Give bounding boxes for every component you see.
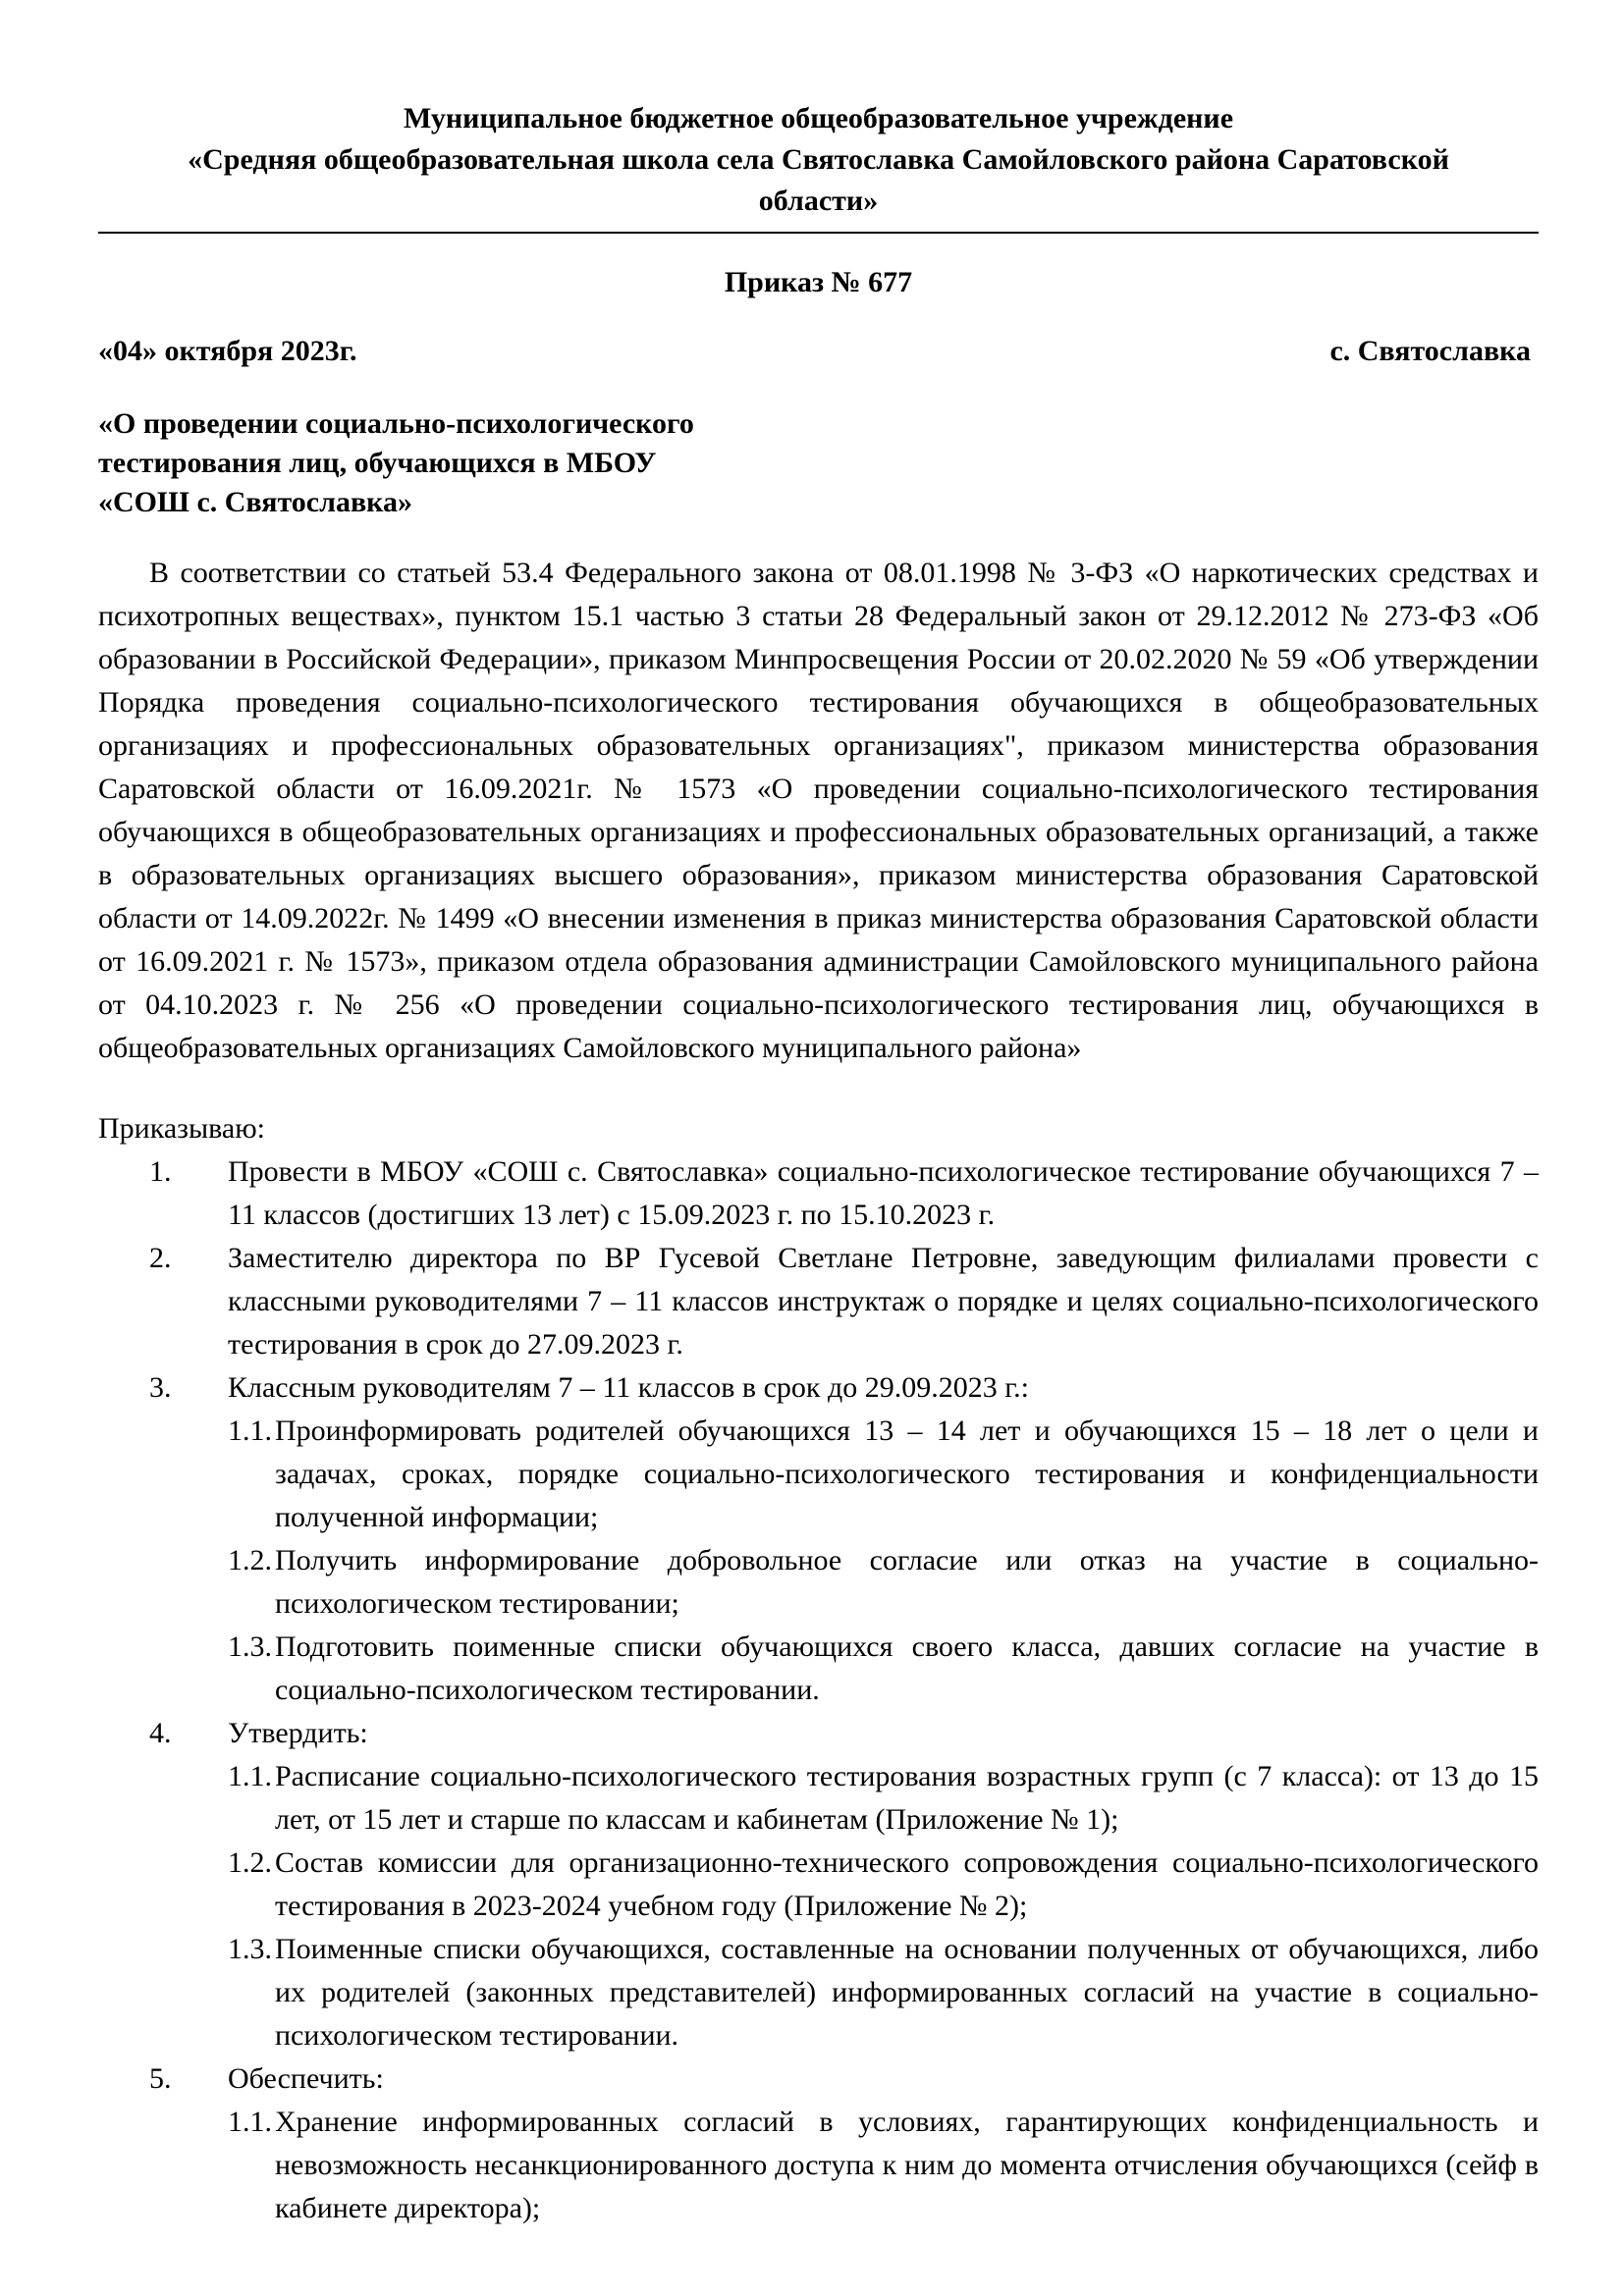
sub-item-text: Проинформировать родителей обучающихся 13 – 14 лет и обучающихся 15 – 18 лет о цели и задачах, сроках, порядке социально-психологического тестирования и конфиденциальности полученной информации; — [275, 1415, 1539, 1533]
institution-header — [98, 98, 1539, 222]
institution-line-3: области» — [758, 185, 879, 217]
item-text: Провести в МБОУ «СОШ с. Святославка» социально-психологическое тестирование обучающихся 7 – 11 классов (достигших 13 лет) с 15.09.2023 г. по 15.10.2023 г. — [228, 1155, 1539, 1231]
sub-item-number: 1.2. — [228, 1846, 272, 1879]
sub-item-text: Получить информирование добровольное согласие или отказ на участие в социально-психологическом тестировании; — [275, 1544, 1539, 1620]
subject-line-1: «О проведении социально-психологического — [98, 407, 694, 440]
list-item — [98, 1237, 1539, 1366]
sub-item — [98, 1410, 1539, 1539]
sub-item — [98, 1755, 1539, 1842]
item-text: Классным руководителям 7 – 11 классов в срок до 29.09.2023 г.: — [228, 1371, 1029, 1404]
sub-item-text: Расписание социально-психологического тестирования возрастных групп (с 7 класса): от 13 до 15 лет, от 15 лет и старше по классам и кабинетам (Приложение № 1); — [275, 1760, 1539, 1836]
list-item — [98, 1150, 1539, 1237]
sub-item-text: Состав комиссии для организационно-технического сопровождения социально-психологического тестирования в 2023-2024 учебном году (Приложение № 2); — [275, 1846, 1539, 1922]
list-item — [98, 2057, 1539, 2101]
item-text: Обеспечить: — [228, 2062, 384, 2095]
item-number: 1. — [149, 1155, 172, 1188]
header-divider — [98, 232, 1539, 234]
order-date: «04» октября 2023г. — [98, 335, 357, 367]
order-place: с. Святославка — [1329, 335, 1531, 367]
sub-item-number: 1.2. — [228, 1544, 272, 1576]
item-text: Заместителю директора по ВР Гусевой Светлане Петровне, заведующим филиалами провести с классными руководителями 7 – 11 классов инструктаж о порядке и целях социально-психологического тестирования в срок до 27.09.2023 г. — [228, 1242, 1539, 1361]
sub-item — [98, 2101, 1539, 2230]
sub-item — [98, 1626, 1539, 1712]
sub-item-number: 1.1. — [228, 1760, 272, 1792]
order-items-list — [98, 1150, 1539, 2230]
preamble-paragraph: В соответствии со статьей 53.4 Федерального закона от 08.01.1998 № 3-ФЗ «О наркотических средствах и психотропных веществах», пунктом 15.1 частью 3 статьи 28 Федеральный закон от 29.12.2012 № 273-ФЗ «Об образовании в Российской Федерации», приказом Минпросвещения России от 20.02.2020 № 59 «Об утверждении Порядка проведения социально-психологического тестирования обучающихся в общеобразовательных организациях и профессиональных образовательных организациях", приказом министерства образования Саратовской области от 16.09.2021г. № 1573 «О проведении социально-психологического тестирования обучающихся в общеобразовательных организациях и профессиональных образовательных организаций, а также в образовательных организациях высшего образования», приказом министерства образования Саратовской области от 14.09.2022г. № 1499 «О внесении изменения в приказ министерства образования Саратовской области от 16.09.2021 г. № 1573», приказом отдела образования администрации Самойловского муниципального района от 04.10.2023 г. № 256 «О проведении социально-психологического тестирования лиц, обучающихся в общеобразовательных организациях Самойловского муниципального района» — [98, 557, 1539, 1064]
list-item — [98, 1366, 1539, 1410]
institution-line-2: «Средняя общеобразовательная школа села Святославка Самойловского района Саратовской — [188, 143, 1449, 176]
sub-item-number: 1.3. — [228, 1933, 272, 1965]
list-item — [98, 1712, 1539, 1755]
sub-item — [98, 1539, 1539, 1626]
sub-item-text: Подготовить поименные списки обучающихся своего класса, давших согласие на участие в социально-психологическом тестировании. — [275, 1630, 1539, 1706]
item-number: 4. — [149, 1717, 172, 1749]
subject-line-2: тестирования лиц, обучающихся в МБОУ — [98, 447, 657, 479]
sub-item-text: Поименные списки обучающихся, составленные на основании полученных от обучающихся, либо их родителей (законных представителей) информированных согласий на участие в социально-психологическом тестировании. — [275, 1933, 1539, 2052]
item-text: Утвердить: — [228, 1717, 368, 1749]
sub-item-number: 1.3. — [228, 1630, 272, 1663]
item-number: 5. — [149, 2062, 172, 2095]
institution-line-1: Муниципальное бюджетное общеобразовательное учреждение — [403, 102, 1234, 134]
order-word: Приказываю: — [98, 1112, 265, 1145]
order-title: Приказ № 677 — [724, 266, 913, 298]
date-place-row — [98, 330, 1539, 373]
sub-item-number: 1.1. — [228, 1415, 272, 1447]
subject-line-3: «СОШ с. Святославка» — [98, 486, 412, 518]
document-page — [98, 98, 1539, 2230]
order-subject — [98, 404, 1539, 522]
sub-item — [98, 1842, 1539, 1928]
sub-item — [98, 1928, 1539, 2057]
item-number: 3. — [149, 1371, 172, 1404]
sub-item-number: 1.1. — [228, 2106, 272, 2138]
item-number: 2. — [149, 1242, 172, 1274]
sub-item-text: Хранение информированных согласий в условиях, гарантирующих конфиденциальность и невозможность несанкционированного доступа к ним до момента отчисления обучающихся (сейф в кабинете директора); — [275, 2106, 1539, 2224]
